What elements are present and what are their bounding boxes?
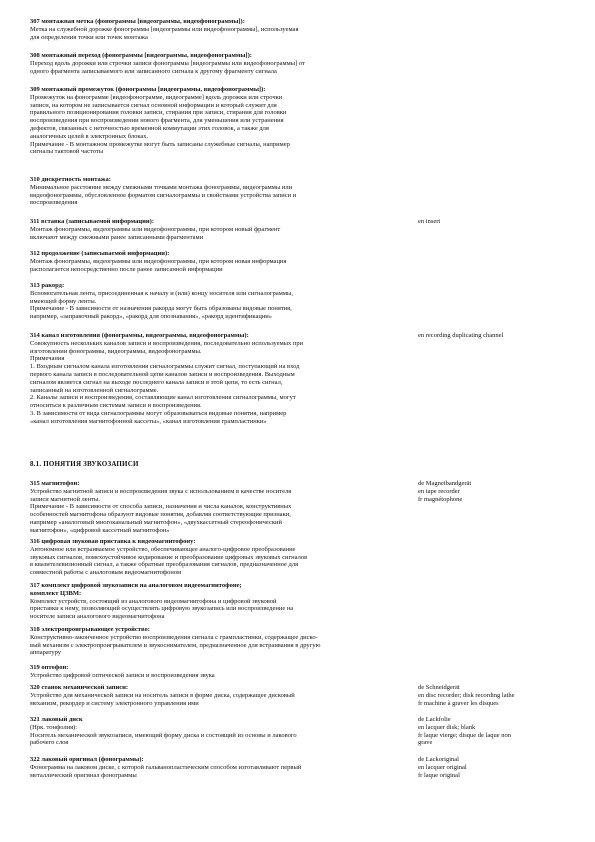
- foreign-equivalents-320: [418, 684, 578, 707]
- definition-line: Автономное или встраиваемое устройство, обеспечивающее аналого-цифровое преобразование: [30, 545, 296, 553]
- definition-line: совместной работы с аналоговым видеомагнитофоном: [30, 569, 182, 577]
- definition-line: изготовлении фонограммы, видеограммы, видеофонограммы.: [30, 347, 202, 355]
- definition-line: механизм, рекордер и систему электронного управления ими: [30, 699, 199, 707]
- definition-line: Фонограмма на лаковом диске, с которой гальванопластическим способом изготавливают первый: [30, 763, 302, 771]
- note-line: Примечания: [30, 355, 65, 363]
- equivalent-term: en lacquer disk; blank: [418, 723, 476, 731]
- term-heading: 311 вставка (записываемой информации):: [30, 218, 154, 225]
- definition-line: Комплект устройств, состоящий из аналогового видеомагнитофона и цифровой звуковой: [30, 597, 277, 605]
- term-heading: 314 канал изготовления (фонограммы, видеограммы, видеофонограммы):: [30, 332, 249, 339]
- note-line: «канал изготовления магнитофонной кассеты», «канал изготовления грампластинки»: [30, 417, 267, 425]
- definition-line: аппаратуру: [30, 649, 62, 657]
- term-entry-320: [30, 684, 410, 707]
- term-heading: 318 электропроигрывающее устройство:: [30, 626, 150, 633]
- definition-line: Совокупность нескольких каналов записи и воспроизведения, последовательно используемых при: [30, 339, 304, 347]
- note-line: сигналом является сигнал на выходе последнего канала записи в этой цепи, то есть сигнал,: [30, 378, 283, 386]
- definition-line: видеофонограммы, обусловленное форматом сигналограммы и свойствами устройства записи и: [30, 191, 297, 199]
- definition-line: Монтаж фонограммы, видеограммы или видеофонограммы, при котором новая информация: [30, 257, 287, 265]
- definition-line: металлический оригинал фонограммы: [30, 771, 137, 779]
- term-heading: 315 магнитофон:: [30, 480, 80, 487]
- equivalent-term: en tape recorder: [418, 487, 460, 495]
- term-entry-313: [30, 282, 410, 321]
- note-line: магнитофон», «цифровой кассетный магнитофон»: [30, 526, 170, 534]
- foreign-equivalents-322: [418, 756, 578, 779]
- definition-line: дефектов, связанных с неточностью временной коммутации этих головок, а также для: [30, 124, 269, 132]
- term-heading: 317 комплект цифровой звукозаписи на аналоговом видеомагнитофоне;: [30, 582, 242, 589]
- definition-line: включают между смежными ранее записанными фрагментами: [30, 233, 204, 241]
- term-heading: 321 лаковый диск: [30, 716, 83, 723]
- note-line: Примечание - В зависимости от назначения ракорда могут быть образованы видовые понятия,: [30, 305, 292, 313]
- term-entry-316: [30, 538, 410, 577]
- note-line: первого канала записи в последовательной цепи каналов записи и воспроизведения. Выходным: [30, 370, 295, 378]
- term-entry-319: [30, 664, 410, 680]
- equivalent-term: en disc recorder; disk recording lathe: [418, 691, 515, 699]
- term-entry-312: [30, 250, 410, 273]
- equivalent-term: de Lackoriginal: [418, 756, 459, 763]
- term-heading: комплект ЦЗВМ:: [30, 589, 82, 597]
- note-line: например «аналоговый многоканальный магнитофон», «двухкассетный стереофонический: [30, 518, 282, 526]
- term-heading: 310 дискретность монтажа:: [30, 176, 111, 183]
- equivalent-term: de Schneidgerät: [418, 684, 460, 691]
- foreign-equivalents-321: [418, 716, 578, 747]
- term-entry-308: [30, 52, 410, 75]
- term-entry-310: [30, 176, 410, 207]
- definition-line: Монтаж фонограммы, видеограммы или видеофонограммы, при котором новый фрагмент: [30, 225, 281, 233]
- equivalent-term: en recording duplicating channel: [418, 332, 504, 339]
- foreign-equivalents-315: [418, 480, 578, 503]
- note-line: например, «заправочный ракорд», «ракорд для опознавания», «ракорд идентификации»: [30, 313, 273, 321]
- equivalent-term: en insert: [418, 218, 441, 225]
- definition-line: правильного позиционирования головки записи, стирания при записи, стирания для головки: [30, 109, 287, 117]
- term-heading: 319 оптофон:: [30, 664, 69, 671]
- term-entry-315: [30, 480, 410, 535]
- foreign-equivalents-311: [418, 218, 578, 226]
- definition-line: для определения точки или точек монтажа: [30, 33, 148, 41]
- note-line: относиться к различным системам записи и воспроизведения.: [30, 402, 202, 410]
- definition-line: рабочего слоя: [30, 739, 69, 747]
- definition-line: располагается непосредственно после ранее записанной информации: [30, 265, 223, 273]
- definition-line: имеющей форму ленты.: [30, 297, 97, 305]
- equivalent-term: de Magnetbandgerät: [418, 480, 472, 487]
- definition-line: Метка на служебной дорожке фонограммы [видеограммы или видеофонограммы], используемая: [30, 25, 299, 33]
- section-title: 8.1. ПОНЯТИЯ ЗВУКОЗАПИСИ: [30, 460, 139, 468]
- definition-line: аналогичных целей в электронных блоках.: [30, 132, 149, 140]
- definition-line: одного фрагмента записываемого или записанного сигнала к другому фрагменту сигнала: [30, 67, 277, 75]
- term-heading: 307 монтажная метка (фонограммы [видеограммы, видеофонограммы]):: [30, 18, 245, 25]
- term-entry-307: [30, 18, 410, 41]
- definition-line: в квазителевизионный сигнал, а также обратные преобразования сигналов, предназначенное для: [30, 561, 299, 569]
- definition-line: записи, на котором не записывается сигнал основной информации и который служит для: [30, 101, 277, 109]
- note-line: 2. Каналы записи и воспроизведения, составляющие канал изготовления сигналограммы, могут: [30, 394, 296, 402]
- definition-line: Носитель механической звукозаписи, имеющий форму диска и состоящий из основы и лакового: [30, 731, 297, 739]
- equivalent-term: fr laque original: [418, 771, 460, 779]
- term-heading: 316 цифровая звуковая приставка к видеомагнитофону:: [30, 538, 196, 545]
- note-line: 1. Входным сигналом канала изготовления сигналограммы служит сигнал, поступающий на вход: [30, 363, 300, 371]
- term-entry-311: [30, 218, 410, 241]
- definition-line: Промежуток на фонограмме [видеофонограмме, видеограмме] вдоль дорожки или строчки: [30, 93, 283, 101]
- term-heading: 320 станок механической записи:: [30, 684, 129, 691]
- term-heading: 313 ракорд:: [30, 282, 65, 289]
- equivalent-term: fr magnétophone: [418, 495, 463, 503]
- note-line: сигналы тактовой частоты: [30, 148, 104, 156]
- term-entry-314: [30, 332, 410, 426]
- term-heading: 309 монтажный промежуток (фонограммы [видеограммы, видеофонограммы]):: [30, 86, 266, 93]
- definition-line: записи магнитной ленты.: [30, 495, 101, 503]
- equivalent-term: en lacquer original: [418, 763, 467, 771]
- definition-line: приставки к нему, позволяющий осуществлять цифровую звукозапись или воспроизведение на: [30, 605, 294, 613]
- term-entry-322: [30, 756, 410, 779]
- note-line: Примечание - В монтажном промежутке могут быть записаны служебные сигналы, например: [30, 140, 290, 148]
- definition-line: носителе записи аналогового видеомагнитофона: [30, 613, 165, 621]
- definition-line: Устройство для механической записи на носитель записи в форме диска, содержащее дисковый: [30, 691, 295, 699]
- definition-line: звуковых сигналов, помехоустойчивое кодирование и преобразование цифровых звуковых сигналов: [30, 553, 308, 561]
- term-heading: 312 продолжение (записываемой информации):: [30, 250, 170, 257]
- term-entry-321: [30, 716, 410, 747]
- foreign-equivalents-314: [418, 332, 578, 340]
- term-entry-317: [30, 582, 410, 621]
- note-line: записанный на изготовленной сигналограмме.: [30, 386, 159, 394]
- note-line: 3. В зависимости от вида сигналограммы могут образовываться видовые понятия, например: [30, 409, 287, 417]
- equivalent-term: de Lackfolie: [418, 716, 451, 723]
- definition-line: Устройство цифровой оптической записи и воспроизведения звука: [30, 671, 215, 679]
- term-heading: 308 монтажный переход (фонограммы [видеограммы, видеофонограммы]):: [30, 52, 252, 59]
- term-entry-318: [30, 626, 410, 657]
- definition-line: Устройство магнитной записи и воспроизведения звука с использованием в качестве носителя: [30, 487, 292, 495]
- term-heading: 322 лаковый оригинал (фонограммы):: [30, 756, 144, 763]
- definition-line: Конструктивно-законченное устройство воспроизведения сигнала с грампластинки, содержащее диско-: [30, 633, 318, 641]
- equivalent-term: fr machine à graver les disques: [418, 699, 499, 707]
- definition-line: вый механизм с электропроигрывателем и звукоснимателем, предназначенное для встраивания в другую: [30, 641, 321, 649]
- note-line: особенностей магнитофона образуют видовые понятия, добавляя соответствующие признаки,: [30, 511, 291, 519]
- definition-line: воспроизведения: [30, 199, 78, 207]
- equivalent-term: fr laque vierge; disque de laque non: [418, 731, 512, 739]
- definition-line: воспроизведения при воспроизведении нового фрагмента, для уменьшения или устранения: [30, 117, 284, 125]
- definition-line: Вспомогательная лента, присоединенная к началу и (или) концу носителя или сигналограммы,: [30, 289, 293, 297]
- term-alias: (Нрк. тонфолия):: [30, 723, 78, 731]
- definition-line: Минимальное расстояние между смежными точками монтажа фонограммы, видеограммы или: [30, 183, 293, 191]
- note-line: Примечание - В зависимости от способа записи, назначения и числа каналов, конструктивных: [30, 503, 292, 511]
- equivalent-term: grave: [418, 739, 433, 747]
- definition-line: Переход вдоль дорожки или строчки записи фонограммы [видеограммы или видеофонограммы] от: [30, 59, 305, 67]
- term-entry-309: [30, 86, 410, 156]
